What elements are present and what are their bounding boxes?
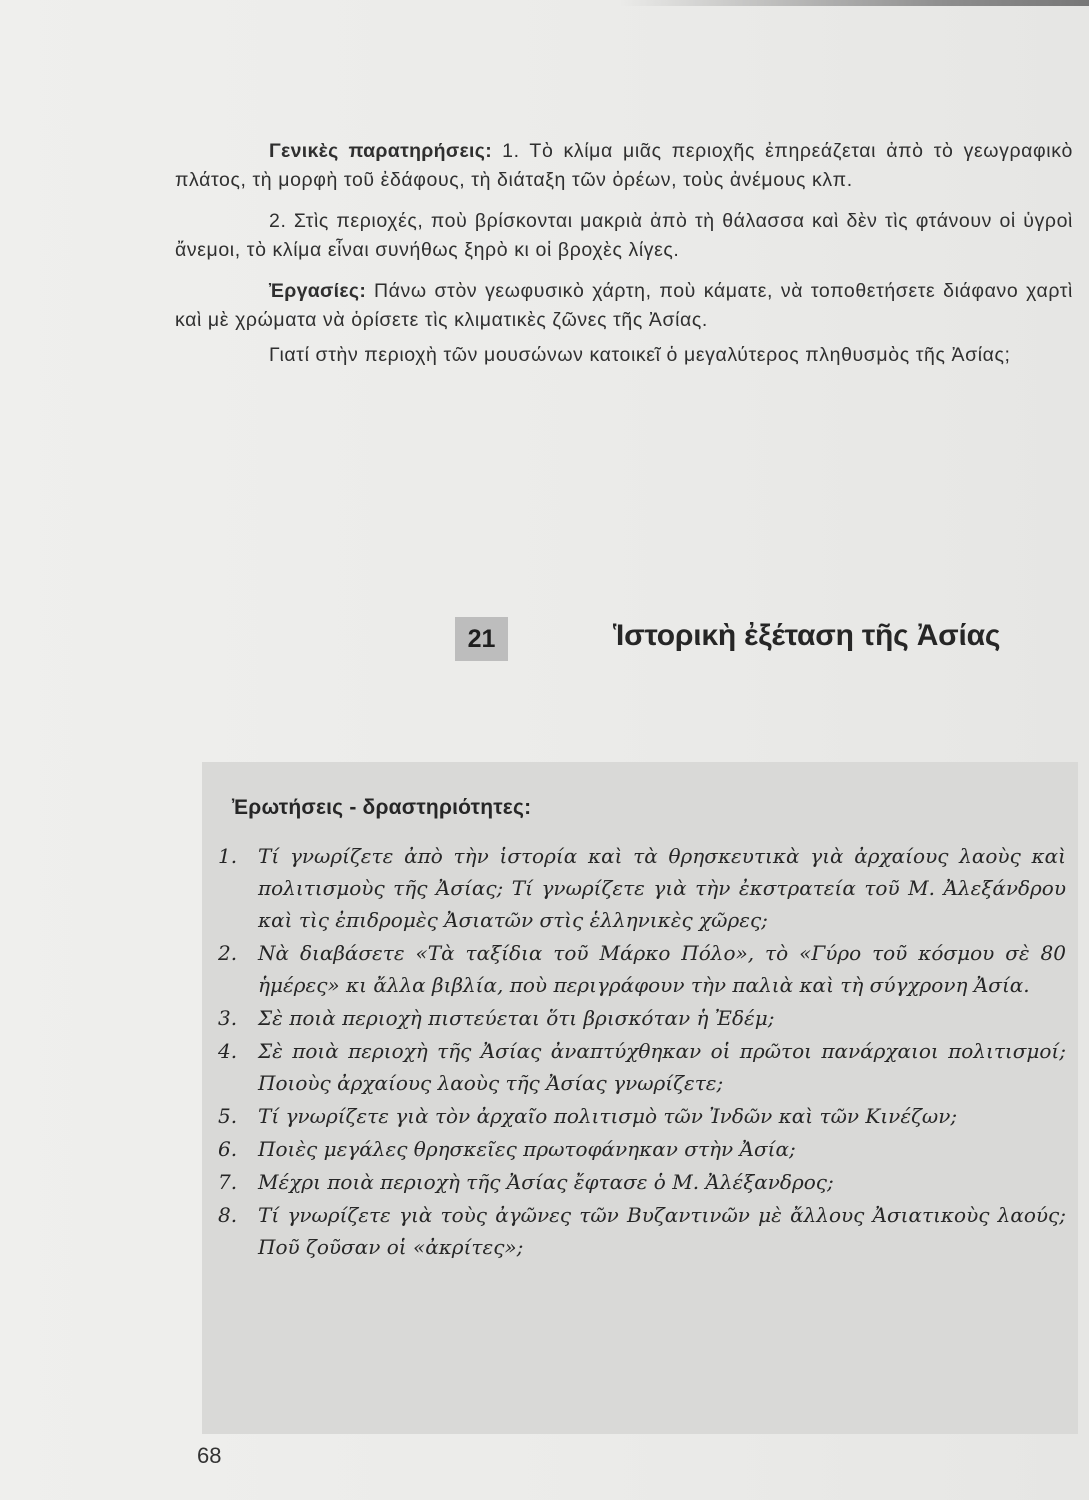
question-text: Σὲ ποιὰ περιοχὴ τῆς Ἀσίας ἀναπτύχθηκαν οἱ πρῶτοι πανάρχαιοι πολιτισμοί; Ποιοὺς ἀρχαίους λαοὺς τῆς Ἀσίας γνωρίζετε; <box>258 1039 1066 1095</box>
monsoon-question: Γιατί στὴν περιοχὴ τῶν μουσώνων κατοικεῖ ὁ μεγαλύτερος πληθυσμὸς τῆς Ἀσίας; <box>269 344 1011 366</box>
page-number: 68 <box>197 1443 222 1468</box>
question-number: 1. <box>218 844 238 868</box>
general-remark-2: 2. Στὶς περιοχές, ποὺ βρίσκονται μακριὰ ἀπὸ τὴ θάλασσα καὶ δὲν τὶς φτάνουν οἱ ὑγροὶ ἄνεμοι, τὸ κλίμα εἶναι συνήθως ξηρὸ κι οἱ βροχὲς λίγες. <box>175 210 1073 261</box>
chapter-header <box>455 613 1075 663</box>
general-remark-1-text: 1. Τὸ κλίμα μιᾶς περιοχῆς ἐπηρεάζεται ἀπὸ τὸ γεωγραφικὸ πλάτος, τὴ μορφὴ τοῦ ἐδάφους, τὴ διάταξη τῶν ὀρέων, τοὺς ἀνέμους κλπ. <box>175 140 1073 191</box>
general-remark-1 <box>175 137 1073 195</box>
general-remarks-label: Γενικὲς παρατηρήσεις: <box>269 140 493 162</box>
question-number: 8. <box>218 1203 238 1227</box>
question-text: Νὰ διαβάσετε «Τὰ ταξίδια τοῦ Μάρκο Πόλο», τὸ «Γύρο τοῦ κόσμου σὲ 80 ἡμέρες» κι ἄλλα βιβλία, ποὺ περιγράφουν τὴν παλιὰ καὶ τὴ σύγχρονη Ἀσία. <box>258 941 1066 997</box>
tasks-text: Πάνω στὸν γεωφυσικὸ χάρτη, ποὺ κάματε, νὰ τοποθετήσετε διάφανο χαρτὶ καὶ μὲ χρώματα νὰ ὁρίσετε τὶς κλιματικὲς ζῶνες τῆς Ἀσίας. <box>175 280 1073 331</box>
tasks-paragraph <box>175 277 1073 335</box>
questions-heading: Ἐρωτήσεις - δραστηριότητες: <box>232 796 532 819</box>
question-item <box>218 1199 1066 1263</box>
question-item <box>218 1002 1066 1034</box>
scan-top-edge <box>620 0 1089 6</box>
question-number: 3. <box>218 1006 238 1030</box>
tasks-label: Ἐργασίες: <box>269 280 367 302</box>
question-number: 7. <box>218 1170 238 1194</box>
question-number: 2. <box>218 941 238 965</box>
question-item <box>218 1133 1066 1165</box>
general-remarks-section <box>175 137 1073 370</box>
question-text: Τί γνωρίζετε γιὰ τοὺς ἀγῶνες τῶν Βυζαντινῶν μὲ ἄλλους Ἀσιατικοὺς λαούς; Ποῦ ζοῦσαν οἱ «ἀκρίτες»; <box>258 1203 1066 1259</box>
question-number: 4. <box>218 1039 238 1063</box>
chapter-number-badge: 21 <box>455 617 508 661</box>
question-item <box>218 1035 1066 1099</box>
question-text: Ποιὲς μεγάλες θρησκεῖες πρωτοφάνηκαν στὴν Ἀσία; <box>258 1137 796 1161</box>
questions-list <box>218 840 1066 1264</box>
question-number: 6. <box>218 1137 238 1161</box>
question-item <box>218 1100 1066 1132</box>
chapter-title: Ἱστορικὴ ἐξέταση τῆς Ἀσίας <box>613 619 1001 652</box>
question-text: Τί γνωρίζετε ἀπὸ τὴν ἱστορία καὶ τὰ θρησκευτικὰ γιὰ ἀρχαίους λαοὺς καὶ πολιτισμοὺς τῆς Ἀσίας; Τί γνωρίζετε γιὰ τὴν ἐκστρατεία τοῦ Μ. Ἀλεξάνδρου καὶ τὶς ἐπιδρομὲς Ἀσιατῶν στὶς ἑλληνικὲς χῶρες; <box>258 844 1066 932</box>
question-text: Σὲ ποιὰ περιοχὴ πιστεύεται ὅτι βρισκόταν ἡ Ἐδέμ; <box>258 1006 775 1030</box>
question-item <box>218 1166 1066 1198</box>
question-number: 5. <box>218 1104 238 1128</box>
question-text: Μέχρι ποιὰ περιοχὴ τῆς Ἀσίας ἔφτασε ὁ Μ. Ἀλέξανδρος; <box>258 1170 834 1194</box>
question-item <box>218 840 1066 936</box>
question-text: Τί γνωρίζετε γιὰ τὸν ἀρχαῖο πολιτισμὸ τῶν Ἰνδῶν καὶ τῶν Κινέζων; <box>258 1104 958 1128</box>
question-item <box>218 937 1066 1001</box>
